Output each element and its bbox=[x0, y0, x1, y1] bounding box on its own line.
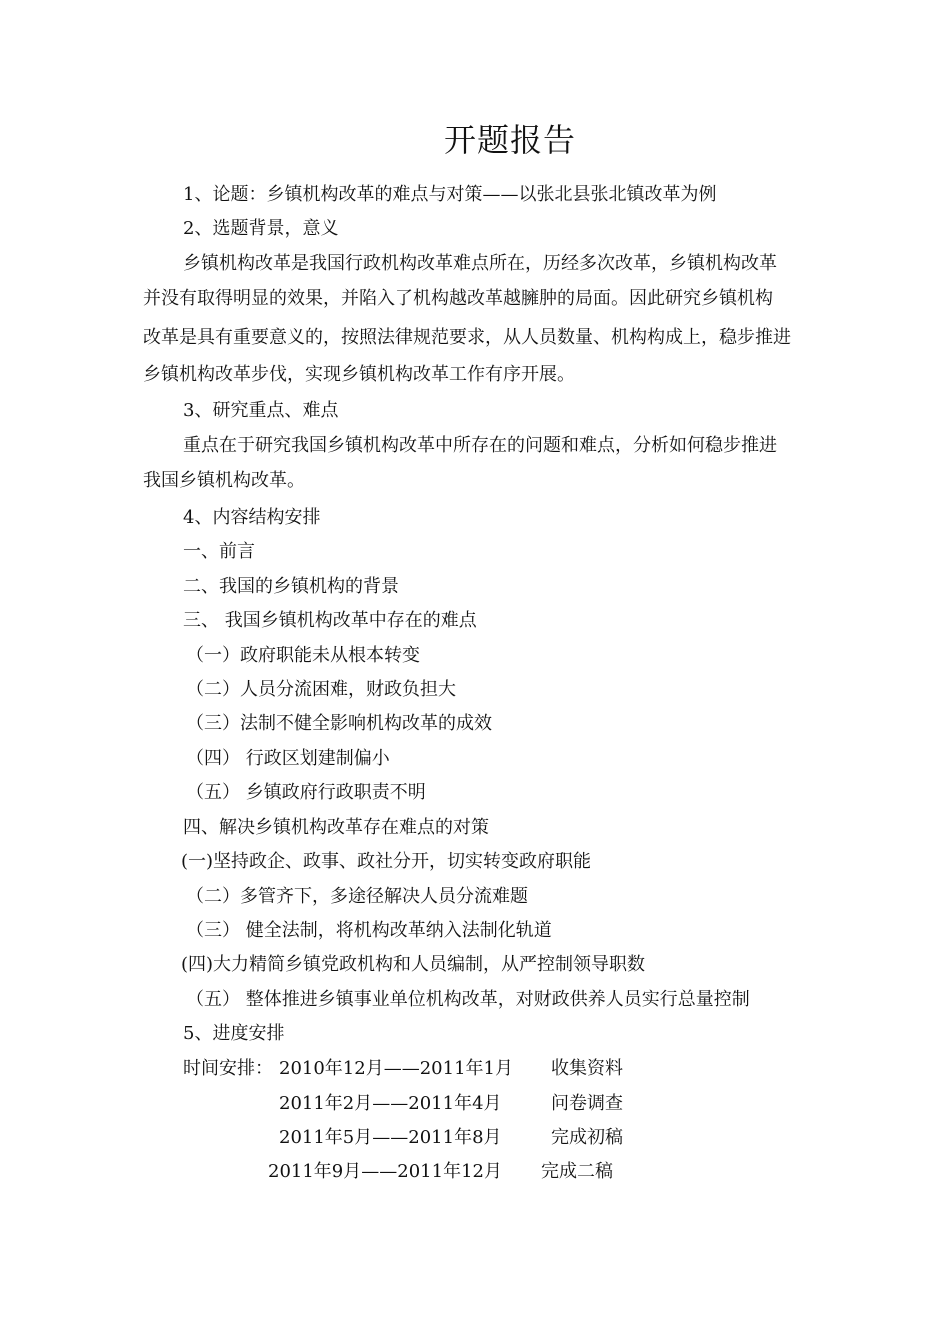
schedule-period: 2011年9月——2011年12月 bbox=[268, 1161, 502, 1182]
outline-subitem: （五） 乡镇政府行政职责不明 bbox=[186, 782, 426, 803]
page-title: 开题报告 bbox=[443, 121, 576, 159]
schedule-task: 收集资料 bbox=[551, 1058, 623, 1079]
schedule-task: 完成二稿 bbox=[541, 1161, 613, 1182]
outline-subitem: (一)坚持政企、政事、政社分开，切实转变政府职能 bbox=[181, 851, 592, 872]
section-heading: 2、选题背景，意义 bbox=[183, 218, 339, 239]
topic-line: 1、论题：乡镇机构改革的难点与对策——以张北县张北镇改革为例 bbox=[183, 184, 717, 205]
outline-item: 四、解决乡镇机构改革存在难点的对策 bbox=[183, 817, 489, 838]
paragraph-line: 我国乡镇机构改革。 bbox=[143, 470, 305, 491]
paragraph-line: 重点在于研究我国乡镇机构改革中所存在的问题和难点，分析如何稳步推进 bbox=[183, 435, 777, 456]
outline-subitem: （二）人员分流困难，财政负担大 bbox=[186, 679, 456, 700]
outline-subitem: （一）政府职能未从根本转变 bbox=[186, 645, 420, 666]
schedule-task: 问卷调查 bbox=[551, 1093, 623, 1114]
paragraph-line: 并没有取得明显的效果，并陷入了机构越改革越臃肿的局面。因此研究乡镇机构 bbox=[143, 288, 773, 309]
schedule-task: 完成初稿 bbox=[551, 1127, 623, 1148]
outline-item: 二、我国的乡镇机构的背景 bbox=[183, 576, 399, 597]
section-heading: 3、研究重点、难点 bbox=[183, 400, 339, 421]
outline-subitem: （三） 健全法制，将机构改革纳入法制化轨道 bbox=[186, 920, 552, 941]
schedule-period: 2011年5月——2011年8月 bbox=[279, 1127, 502, 1148]
section-heading: 4、内容结构安排 bbox=[183, 507, 321, 528]
schedule-label: 时间安排： bbox=[183, 1058, 273, 1079]
outline-subitem: （四） 行政区划建制偏小 bbox=[186, 748, 390, 769]
outline-subitem: (四)大力精简乡镇党政机构和人员编制，从严控制领导职数 bbox=[181, 954, 646, 975]
outline-subitem: （五） 整体推进乡镇事业单位机构改革，对财政供养人员实行总量控制 bbox=[186, 989, 750, 1010]
outline-subitem: （三）法制不健全影响机构改革的成效 bbox=[186, 713, 492, 734]
outline-subitem: （二）多管齐下，多途径解决人员分流难题 bbox=[186, 886, 528, 907]
section-heading: 5、进度安排 bbox=[183, 1023, 285, 1044]
outline-item: 三、 我国乡镇机构改革中存在的难点 bbox=[183, 610, 477, 631]
paragraph-line: 乡镇机构改革步伐，实现乡镇机构改革工作有序开展。 bbox=[143, 364, 575, 385]
schedule-period: 2011年2月——2011年4月 bbox=[279, 1093, 502, 1114]
paragraph-line: 改革是具有重要意义的，按照法律规范要求，从人员数量、机构构成上，稳步推进 bbox=[143, 327, 791, 348]
schedule-period: 2010年12月——2011年1月 bbox=[279, 1058, 513, 1079]
paragraph-line: 乡镇机构改革是我国行政机构改革难点所在，历经多次改革，乡镇机构改革 bbox=[183, 253, 777, 274]
outline-item: 一、前言 bbox=[183, 541, 255, 562]
